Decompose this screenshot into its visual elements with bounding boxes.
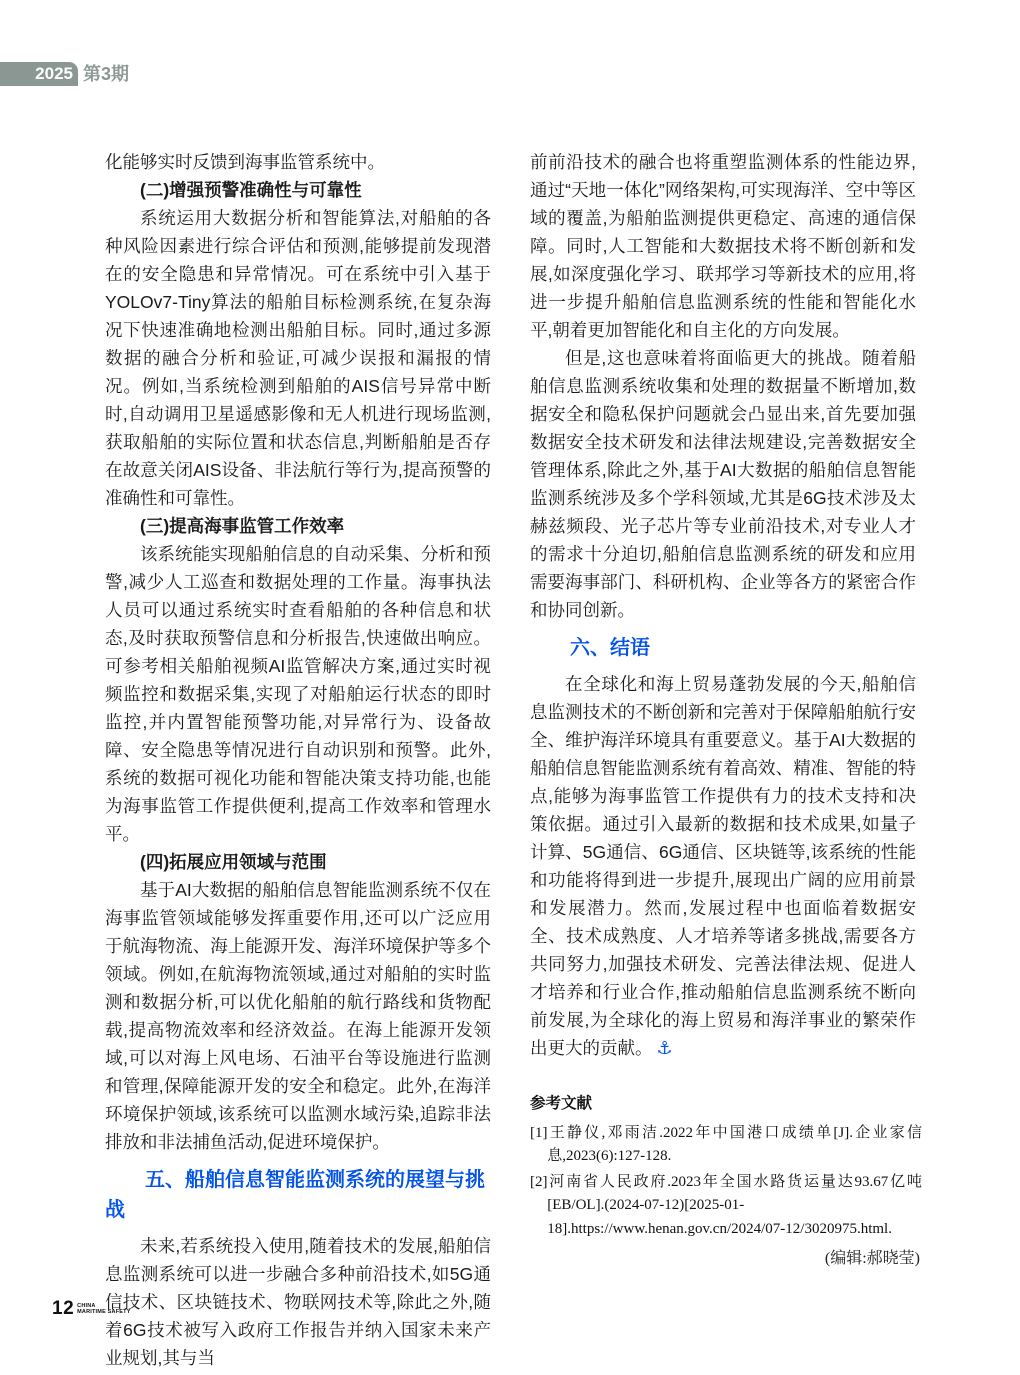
references-list (530, 1122, 922, 1242)
references-section (530, 1092, 922, 1243)
journal-name-line1: CHINA (77, 1302, 96, 1309)
journal-name-line2: MARITIME SAFETY (77, 1309, 131, 1315)
left-column (105, 148, 491, 1372)
paragraph: 基于AI大数据的船舶信息智能监测系统不仅在海事监管领域能够发挥重要作用,还可以广泛应用于航海物流、海上能源开发、海洋环境保护等多个领域。例如,在航海物流领域,通过对船舶的实时监测和数据分析,可以优化船舶的航行路线和货物配载,提高物流效率和经济效益。在海上能源开发领域,可以对海上风电场、石油平台等设施进行监测和管理,保障能源开发的安全和稳定。此外,在海洋环境保护领域,该系统可以监测水域污染,追踪非法排放和非法捕鱼活动,促进环境保护。 (105, 880, 491, 1152)
page-footer (52, 1298, 131, 1320)
right-column (530, 148, 916, 1062)
year-badge: 2025 (0, 62, 78, 86)
subsection-heading: (四)拓展应用领域与范围 (140, 852, 327, 872)
anchor-icon: ⚓ (656, 1038, 673, 1058)
section-heading: 六、结语 (570, 637, 650, 659)
subsection-heading: (三)提高海事监管工作效率 (140, 516, 345, 536)
issue-header (0, 62, 129, 86)
subsection-heading: (二)增强预警准确性与可靠性 (140, 180, 362, 200)
reference-item: [2]河南省人民政府.2023年全国水路货运量达93.67亿吨[EB/OL].(2024-07-12)[2025-01-18].https://www.henan.gov.cn/2024/07-12/3020975.html. (530, 1173, 922, 1237)
paragraph: 未来,若系统投入使用,随着技术的发展,船舶信息监测系统可以进一步融合多种前沿技术,如5G通信技术、区块链技术、物联网技术等,除此之外,随着6G技术被写入政府工作报告并纳入国家未来产业规划,其与当 (105, 1236, 491, 1368)
reference-item: [1]王静仪,邓雨洁.2022年中国港口成绩单[J].企业家信息,2023(6):127-128. (530, 1124, 922, 1164)
paragraph: 化能够实时反馈到海事监管系统中。 (105, 152, 385, 172)
references-title: 参考文献 (530, 1095, 593, 1112)
journal-name (77, 1303, 130, 1316)
paragraph: 前前沿技术的融合也将重塑监测体系的性能边界,通过“天地一体化”网络架构,可实现海洋、空中等区域的覆盖,为船舶监测提供更稳定、高速的通信保障。同时,人工智能和大数据技术将不断创新和发展,如深度强化学习、联邦学习等新技术的应用,将进一步提升船舶信息监测系统的性能和智能化水平,朝着更加智能化和自主化的方向发展。 (530, 152, 916, 340)
paragraph: 在全球化和海上贸易蓬勃发展的今天,船舶信息监测技术的不断创新和完善对于保障船舶航行安全、维护海洋环境具有重要意义。基于AI大数据的船舶信息智能监测系统有着高效、精准、智能的特点,能够为海事监管工作提供有力的技术支持和决策依据。通过引入最新的数据和技术成果,如量子计算、5G通信、6G通信、区块链等,该系统的性能和功能将得到进一步提升,展现出广阔的应用前景和发展潜力。然而,发展过程中也面临着数据安全、技术成熟度、人才培养等诸多挑战,需要各方共同努力,加强技术研发、完善法律法规、促进人才培养和行业合作,推动船舶信息监测系统不断向前发展,为全球化的海上贸易和海洋事业的繁荣作出更大的贡献。 ⚓ (530, 674, 916, 1058)
issue-label: 第3期 (83, 64, 130, 84)
page-number: 12 (52, 1298, 75, 1319)
paragraph: 系统运用大数据分析和智能算法,对船舶的各种风险因素进行综合评估和预测,能够提前发现潜在的安全隐患和异常情况。可在系统中引入基于YOLOv7-Tiny算法的船舶目标检测系统,在复杂海况下快速准确地检测出船舶目标。同时,通过多源数据的融合分析和验证,可减少误报和漏报的情况。例如,当系统检测到船舶的AIS信号异常中断时,自动调用卫星遥感影像和无人机进行现场监测,获取船舶的实际位置和状态信息,判断船舶是否存在故意关闭AIS设备、非法航行等行为,提高预警的准确性和可靠性。 (105, 208, 491, 508)
editor-note: (编辑:郝晓莹) (824, 1250, 920, 1267)
paragraph: 但是,这也意味着将面临更大的挑战。随着船舶信息监测系统收集和处理的数据量不断增加,数据安全和隐私保护问题就会凸显出来,首先要加强数据安全技术研发和法律法规建设,完善数据安全管理体系,除此之外,基于AI大数据的船舶信息智能监测系统涉及多个学科领域,尤其是6G技术涉及太赫兹频段、光子芯片等专业前沿技术,对专业人才的需求十分迫切,船舶信息监测系统的研发和应用需要海事部门、科研机构、企业等各方的紧密合作和协同创新。 (530, 348, 916, 620)
section-heading: 五、船舶信息智能监测系统的展望与挑战 (105, 1169, 485, 1221)
paragraph: 该系统能实现船舶信息的自动采集、分析和预警,减少人工巡查和数据处理的工作量。海事执法人员可以通过系统实时查看船舶的各种信息和状态,及时获取预警信息和分析报告,快速做出响应。可参考相关船舶视频AI监管解决方案,通过实时视频监控和数据采集,实现了对船舶运行状态的即时监控,并内置智能预警功能,对异常行为、设备故障、安全隐患等情况进行自动识别和预警。此外,系统的数据可视化功能和智能决策支持功能,也能为海事监管工作提供便利,提高工作效率和管理水平。 (105, 544, 491, 844)
